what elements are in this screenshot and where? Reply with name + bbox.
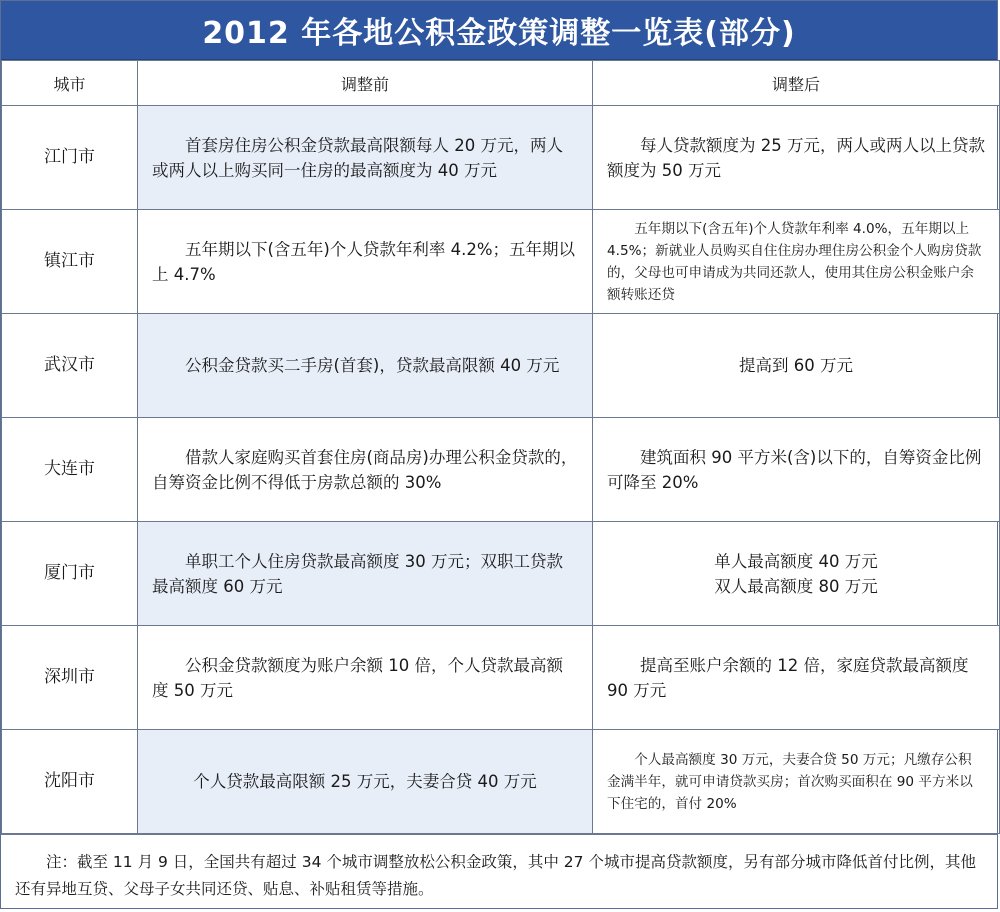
- after-text: 建筑面积 90 平方米(含)以下的，自筹资金比例可降至 20%: [607, 447, 982, 492]
- after-text-line: 单人最高额度 40 万元: [714, 551, 878, 571]
- after-text: 每人贷款额度为 25 万元，两人或两人以上贷款额度为 50 万元: [607, 135, 985, 180]
- after-cell: [593, 730, 1000, 834]
- header-before: 调整前: [138, 61, 593, 106]
- before-text: 公积金贷款额度为账户余额 10 倍，个人贷款最高额度 50 万元: [152, 655, 563, 700]
- after-text: 提高至账户余额的 12 倍，家庭贷款最高额度 90 万元: [607, 655, 969, 700]
- before-text: 个人贷款最高限额 25 万元，夫妻合贷 40 万元: [193, 772, 537, 791]
- city-cell: 厦门市: [2, 522, 138, 626]
- header-row: [2, 61, 1000, 106]
- before-cell: [138, 522, 593, 626]
- before-cell: [138, 626, 593, 730]
- header-after: 调整后: [593, 61, 1000, 106]
- city-cell: 深圳市: [2, 626, 138, 730]
- after-text: 个人最高额度 30 万元，夫妻合贷 50 万元；凡缴存公积金满半年，就可申请贷款买房；首次购买面积在 90 平方米以下住宅的，首付 20%: [607, 751, 973, 812]
- table-row: [2, 210, 1000, 314]
- city-cell: 镇江市: [2, 210, 138, 314]
- before-text: 单职工个人住房贷款最高额度 30 万元；双职工贷款最高额度 60 万元: [152, 551, 563, 596]
- after-text-line: 双人最高额度 80 万元: [714, 576, 878, 596]
- table-row: [2, 418, 1000, 522]
- before-cell: [138, 314, 593, 418]
- table-row: [2, 730, 1000, 834]
- after-cell: [593, 314, 1000, 418]
- before-cell: [138, 730, 593, 834]
- city-cell: 武汉市: [2, 314, 138, 418]
- before-text: 首套房住房公积金贷款最高限额每人 20 万元，两人或两人以上购买同一住房的最高额度为 40 万元: [152, 135, 563, 180]
- after-cell: [593, 418, 1000, 522]
- before-text: 公积金贷款买二手房(首套)，贷款最高限额 40 万元: [185, 356, 560, 375]
- table-row: [2, 626, 1000, 730]
- city-cell: 大连市: [2, 418, 138, 522]
- before-cell: [138, 210, 593, 314]
- footnote: 注：截至 11 月 9 日，全国共有超过 34 个城市调整放松公积金政策，其中 27 个城市提高贷款额度，另有部分城市降低首付比例，其他还有异地互贷、父母子女共同还贷、贴息、补贴租赁等措施。: [1, 834, 997, 912]
- city-cell: 江门市: [2, 106, 138, 210]
- table-row: [2, 106, 1000, 210]
- city-cell: 沈阳市: [2, 730, 138, 834]
- table-row: [2, 314, 1000, 418]
- table-row: [2, 522, 1000, 626]
- after-cell: [593, 210, 1000, 314]
- after-text: 五年期以下(含五年)个人贷款年利率 4.0%，五年期以上 4.5%；新就业人员购买自住住房办理住房公积金个人购房贷款的，父母也可申请成为共同还款人，使用其住房公积金账户余额转账还贷: [607, 220, 982, 303]
- table-title: 2012 年各地公积金政策调整一览表(部分): [1, 1, 997, 60]
- policy-table: [1, 60, 1000, 834]
- before-text: 五年期以下(含五年)个人贷款年利率 4.2%；五年期以上 4.7%: [152, 239, 576, 284]
- before-text: 借款人家庭购买首套住房(商品房)办理公积金贷款的，自筹资金比例不得低于房款总额的 30%: [152, 447, 578, 492]
- header-city: 城市: [2, 61, 138, 106]
- after-text: 提高到 60 万元: [739, 356, 853, 375]
- before-cell: [138, 418, 593, 522]
- after-cell: [593, 522, 1000, 626]
- before-cell: [138, 106, 593, 210]
- after-cell: [593, 106, 1000, 210]
- after-cell: [593, 626, 1000, 730]
